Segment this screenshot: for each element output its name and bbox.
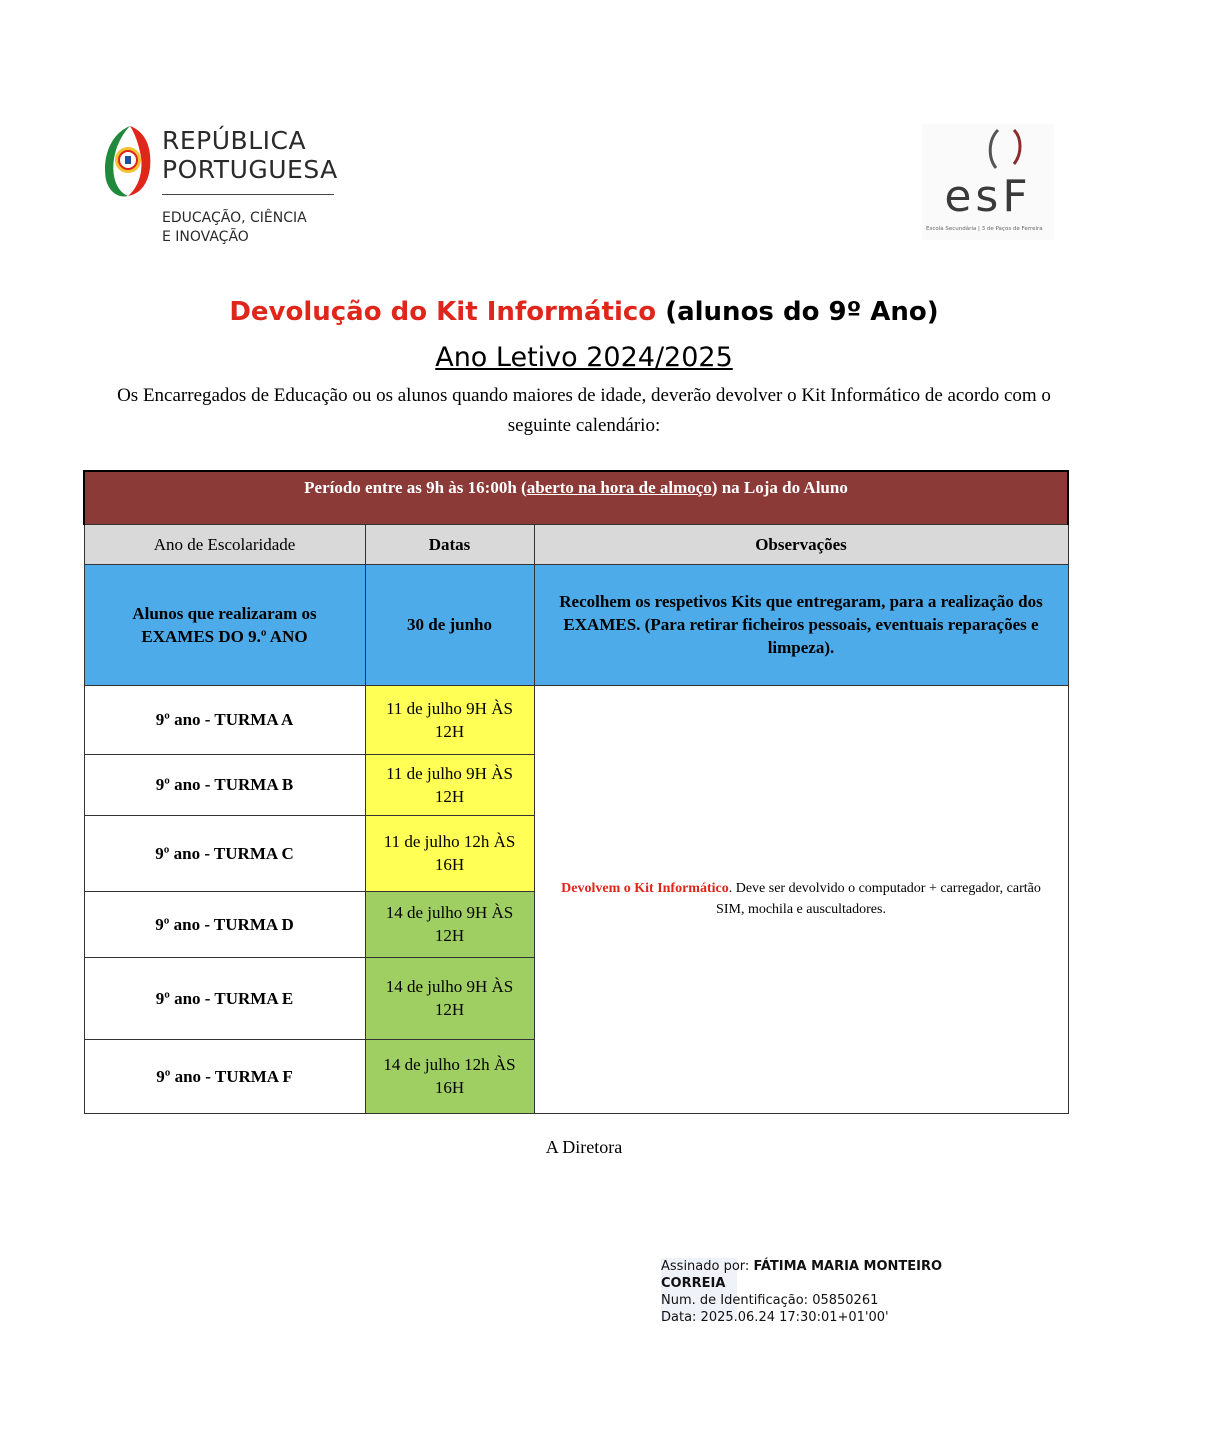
schedule-table bbox=[83, 470, 1069, 1114]
signature-name: FÁTIMA MARIA MONTEIRO CORREIA bbox=[661, 1259, 943, 1291]
logo-line-1: REPÚBLICA bbox=[162, 126, 307, 155]
column-header-year: Ano de Escolaridade bbox=[84, 524, 365, 564]
turma-cell: 9º ano - TURMA C bbox=[84, 815, 365, 891]
turma-cell: 9º ano - TURMA D bbox=[84, 891, 365, 957]
table-row bbox=[84, 685, 1068, 754]
turma-cell: 9º ano - TURMA F bbox=[84, 1039, 365, 1113]
date-cell: 11 de julho 12h ÀS 16H bbox=[365, 815, 534, 891]
ministry-line-1: EDUCAÇÃO, CIÊNCIA bbox=[162, 210, 307, 226]
republica-portuguesa-logo bbox=[100, 124, 340, 248]
digital-signature bbox=[661, 1258, 961, 1326]
date-cell: 11 de julho 9H ÀS 12H bbox=[365, 685, 534, 754]
turma-cell: 9º ano - TURMA B bbox=[84, 754, 365, 815]
date-cell: 14 de julho 12h ÀS 16H bbox=[365, 1039, 534, 1113]
column-header-notes: Observações bbox=[534, 524, 1068, 564]
date-cell: 14 de julho 9H ÀS 12H bbox=[365, 891, 534, 957]
turma-cell: 9º ano - TURMA E bbox=[84, 957, 365, 1039]
logo-divider bbox=[162, 194, 334, 195]
page-subtitle: Ano Letivo 2024/2025 bbox=[435, 342, 733, 373]
title-black-part: (alunos do 9º Ano) bbox=[665, 297, 939, 327]
republica-portuguesa-name bbox=[162, 126, 338, 184]
exam-row bbox=[84, 564, 1068, 685]
ministry-name bbox=[162, 209, 307, 247]
banner-text-before: Período entre as 9h às 16:00h ( bbox=[304, 478, 527, 497]
coat-of-arms-icon bbox=[100, 124, 154, 200]
return-note-rest: . Deve ser devolvido o computador + carregador, cartão SIM, mochila e auscultadores. bbox=[716, 881, 1041, 917]
director-label: A Diretora bbox=[545, 1137, 623, 1157]
table-banner bbox=[84, 471, 1068, 524]
intro-paragraph: Os Encarregados de Educação ou os alunos quando maiores de idade, deverão devolver o Kit Informático de acordo com o seguinte calendário: bbox=[117, 385, 1051, 436]
date-cell: 11 de julho 9H ÀS 12H bbox=[365, 754, 534, 815]
signature-date: Data: 2025.06.24 17:30:01+01'00' bbox=[661, 1310, 889, 1325]
exam-note: Recolhem os respetivos Kits que entregaram, para a realização dos EXAMES. (Para retirar ficheiros pessoais, eventuais reparações e limpeza). bbox=[534, 564, 1068, 685]
column-header-dates: Datas bbox=[365, 524, 534, 564]
table-banner-row bbox=[84, 471, 1068, 524]
signature-name-line bbox=[661, 1258, 961, 1292]
logo-line-2: PORTUGUESA bbox=[162, 155, 338, 184]
title-red-part: Devolução do Kit Informático bbox=[229, 297, 657, 327]
table-header-row bbox=[84, 524, 1068, 564]
banner-text-after: ) na Loja do Aluno bbox=[711, 478, 848, 497]
return-note-cell bbox=[534, 685, 1068, 1113]
school-logo-text: esF bbox=[944, 171, 1032, 222]
exam-group: Alunos que realizaram os EXAMES DO 9.º ANO bbox=[84, 564, 365, 685]
signature-label: Assinado por: bbox=[661, 1259, 750, 1274]
school-logo bbox=[922, 124, 1054, 240]
page-title bbox=[0, 292, 1168, 332]
school-logo-subtitle: Escola Secundária | 3 de Paços de Ferreira bbox=[926, 226, 1043, 232]
date-cell: 14 de julho 9H ÀS 12H bbox=[365, 957, 534, 1039]
ministry-line-2: E INOVAÇÃO bbox=[162, 229, 249, 245]
turma-cell: 9º ano - TURMA A bbox=[84, 685, 365, 754]
banner-text-underlined: aberto na hora de almoço bbox=[526, 478, 712, 497]
exam-date: 30 de junho bbox=[365, 564, 534, 685]
signature-id: Num. de Identificação: 05850261 bbox=[661, 1293, 879, 1308]
return-note-red: Devolvem o Kit Informático bbox=[561, 881, 729, 896]
